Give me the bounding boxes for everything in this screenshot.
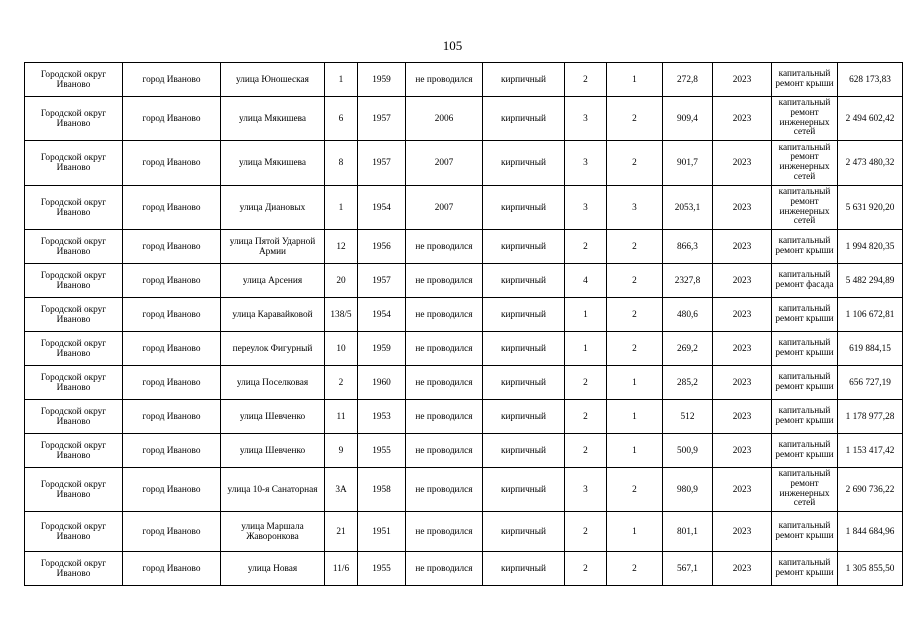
cell-area: 866,3 <box>663 230 713 264</box>
cell-floors: 2 <box>565 552 607 586</box>
cell-plan-year: 2023 <box>713 468 772 512</box>
cell-year-built: 1954 <box>358 298 406 332</box>
cell-year-built: 1959 <box>358 63 406 97</box>
cell-work-type: капитальный ремонт инженерных сетей <box>772 141 838 186</box>
cell-entrances: 2 <box>607 141 663 186</box>
cell-cost: 1 178 977,28 <box>838 400 903 434</box>
table-row <box>25 512 903 552</box>
cell-house: 8 <box>325 141 358 186</box>
cell-area: 2327,8 <box>663 264 713 298</box>
cell-area: 2053,1 <box>663 186 713 230</box>
cell-work-type: капитальный ремонт крыши <box>772 434 838 468</box>
cell-street: улица Шевченко <box>221 400 325 434</box>
cell-street: улица Диановых <box>221 186 325 230</box>
cell-wall-material: кирпичный <box>483 186 565 230</box>
table-row <box>25 230 903 264</box>
cell-wall-material: кирпичный <box>483 366 565 400</box>
cell-plan-year: 2023 <box>713 141 772 186</box>
cell-district: Городской округ Иваново <box>25 332 123 366</box>
cell-floors: 2 <box>565 366 607 400</box>
cell-house: 3А <box>325 468 358 512</box>
cell-last-repair: не проводился <box>406 63 483 97</box>
cell-last-repair: не проводился <box>406 434 483 468</box>
cell-district: Городской округ Иваново <box>25 512 123 552</box>
cell-street: улица Маршала Жаворонкова <box>221 512 325 552</box>
cell-work-type: капитальный ремонт инженерных сетей <box>772 468 838 512</box>
cell-plan-year: 2023 <box>713 400 772 434</box>
cell-street: улица Поселковая <box>221 366 325 400</box>
cell-entrances: 2 <box>607 552 663 586</box>
cell-street: улица Новая <box>221 552 325 586</box>
cell-wall-material: кирпичный <box>483 468 565 512</box>
cell-wall-material: кирпичный <box>483 97 565 141</box>
cell-plan-year: 2023 <box>713 434 772 468</box>
cell-entrances: 2 <box>607 97 663 141</box>
cell-work-type: капитальный ремонт крыши <box>772 63 838 97</box>
cell-street: переулок Фигурный <box>221 332 325 366</box>
cell-work-type: капитальный ремонт крыши <box>772 298 838 332</box>
cell-year-built: 1957 <box>358 97 406 141</box>
cell-work-type: капитальный ремонт инженерных сетей <box>772 186 838 230</box>
cell-floors: 2 <box>565 512 607 552</box>
table-row <box>25 400 903 434</box>
cell-house: 6 <box>325 97 358 141</box>
cell-work-type: капитальный ремонт крыши <box>772 366 838 400</box>
cell-cost: 2 494 602,42 <box>838 97 903 141</box>
cell-area: 512 <box>663 400 713 434</box>
cell-work-type: капитальный ремонт крыши <box>772 400 838 434</box>
cell-cost: 656 727,19 <box>838 366 903 400</box>
cell-street: улица Шевченко <box>221 434 325 468</box>
cell-district: Городской округ Иваново <box>25 63 123 97</box>
cell-last-repair: не проводился <box>406 400 483 434</box>
cell-plan-year: 2023 <box>713 512 772 552</box>
cell-entrances: 2 <box>607 468 663 512</box>
cell-house: 12 <box>325 230 358 264</box>
cell-city: город Иваново <box>123 400 221 434</box>
table-row <box>25 186 903 230</box>
cell-area: 272,8 <box>663 63 713 97</box>
table-row <box>25 63 903 97</box>
cell-year-built: 1955 <box>358 434 406 468</box>
cell-cost: 2 690 736,22 <box>838 468 903 512</box>
cell-city: город Иваново <box>123 141 221 186</box>
table-body <box>25 63 903 586</box>
cell-wall-material: кирпичный <box>483 332 565 366</box>
cell-last-repair: не проводился <box>406 512 483 552</box>
cell-plan-year: 2023 <box>713 97 772 141</box>
cell-area: 285,2 <box>663 366 713 400</box>
cell-district: Городской округ Иваново <box>25 400 123 434</box>
repair-program-table <box>24 62 903 586</box>
cell-district: Городской округ Иваново <box>25 186 123 230</box>
table-row <box>25 434 903 468</box>
cell-house: 138/5 <box>325 298 358 332</box>
cell-last-repair: не проводился <box>406 230 483 264</box>
cell-area: 909,4 <box>663 97 713 141</box>
table-row <box>25 552 903 586</box>
cell-street: улица Пятой Ударной Армии <box>221 230 325 264</box>
cell-wall-material: кирпичный <box>483 400 565 434</box>
cell-area: 980,9 <box>663 468 713 512</box>
cell-wall-material: кирпичный <box>483 141 565 186</box>
cell-entrances: 1 <box>607 63 663 97</box>
cell-city: город Иваново <box>123 366 221 400</box>
cell-last-repair: 2007 <box>406 186 483 230</box>
cell-last-repair: 2007 <box>406 141 483 186</box>
cell-floors: 3 <box>565 468 607 512</box>
cell-district: Городской округ Иваново <box>25 552 123 586</box>
cell-entrances: 1 <box>607 434 663 468</box>
cell-year-built: 1953 <box>358 400 406 434</box>
cell-house: 2 <box>325 366 358 400</box>
cell-street: улица Арсения <box>221 264 325 298</box>
cell-city: город Иваново <box>123 230 221 264</box>
cell-floors: 3 <box>565 186 607 230</box>
cell-cost: 1 844 684,96 <box>838 512 903 552</box>
cell-area: 901,7 <box>663 141 713 186</box>
table-row <box>25 332 903 366</box>
cell-district: Городской округ Иваново <box>25 366 123 400</box>
cell-cost: 1 153 417,42 <box>838 434 903 468</box>
cell-year-built: 1959 <box>358 332 406 366</box>
cell-house: 21 <box>325 512 358 552</box>
cell-entrances: 2 <box>607 230 663 264</box>
cell-cost: 1 305 855,50 <box>838 552 903 586</box>
cell-city: город Иваново <box>123 552 221 586</box>
cell-house: 1 <box>325 63 358 97</box>
cell-plan-year: 2023 <box>713 366 772 400</box>
cell-wall-material: кирпичный <box>483 264 565 298</box>
cell-area: 480,6 <box>663 298 713 332</box>
cell-street: улица Мякишева <box>221 97 325 141</box>
cell-work-type: капитальный ремонт крыши <box>772 512 838 552</box>
cell-plan-year: 2023 <box>713 186 772 230</box>
cell-last-repair: не проводился <box>406 298 483 332</box>
cell-area: 269,2 <box>663 332 713 366</box>
table-row <box>25 366 903 400</box>
cell-cost: 5 482 294,89 <box>838 264 903 298</box>
cell-work-type: капитальный ремонт крыши <box>772 230 838 264</box>
table-row <box>25 468 903 512</box>
cell-floors: 1 <box>565 332 607 366</box>
cell-area: 801,1 <box>663 512 713 552</box>
cell-year-built: 1954 <box>358 186 406 230</box>
table-row <box>25 141 903 186</box>
cell-year-built: 1957 <box>358 141 406 186</box>
cell-last-repair: не проводился <box>406 468 483 512</box>
cell-year-built: 1955 <box>358 552 406 586</box>
cell-street: улица Каравайковой <box>221 298 325 332</box>
cell-district: Городской округ Иваново <box>25 468 123 512</box>
cell-city: город Иваново <box>123 468 221 512</box>
table-row <box>25 97 903 141</box>
cell-entrances: 2 <box>607 298 663 332</box>
cell-entrances: 1 <box>607 366 663 400</box>
cell-year-built: 1960 <box>358 366 406 400</box>
cell-entrances: 2 <box>607 264 663 298</box>
cell-entrances: 1 <box>607 400 663 434</box>
cell-entrances: 1 <box>607 512 663 552</box>
cell-wall-material: кирпичный <box>483 298 565 332</box>
cell-last-repair: 2006 <box>406 97 483 141</box>
cell-year-built: 1956 <box>358 230 406 264</box>
cell-house: 20 <box>325 264 358 298</box>
cell-floors: 3 <box>565 141 607 186</box>
cell-floors: 2 <box>565 400 607 434</box>
cell-cost: 5 631 920,20 <box>838 186 903 230</box>
cell-cost: 2 473 480,32 <box>838 141 903 186</box>
cell-plan-year: 2023 <box>713 298 772 332</box>
cell-floors: 2 <box>565 63 607 97</box>
cell-district: Городской округ Иваново <box>25 264 123 298</box>
cell-plan-year: 2023 <box>713 264 772 298</box>
cell-house: 11 <box>325 400 358 434</box>
cell-city: город Иваново <box>123 264 221 298</box>
cell-house: 9 <box>325 434 358 468</box>
cell-year-built: 1958 <box>358 468 406 512</box>
cell-work-type: капитальный ремонт крыши <box>772 332 838 366</box>
cell-wall-material: кирпичный <box>483 512 565 552</box>
cell-entrances: 2 <box>607 332 663 366</box>
cell-last-repair: не проводился <box>406 332 483 366</box>
cell-cost: 628 173,83 <box>838 63 903 97</box>
cell-floors: 2 <box>565 230 607 264</box>
table-row <box>25 298 903 332</box>
cell-city: город Иваново <box>123 512 221 552</box>
cell-plan-year: 2023 <box>713 230 772 264</box>
table-row <box>25 264 903 298</box>
cell-work-type: капитальный ремонт инженерных сетей <box>772 97 838 141</box>
cell-house: 10 <box>325 332 358 366</box>
cell-wall-material: кирпичный <box>483 63 565 97</box>
cell-year-built: 1957 <box>358 264 406 298</box>
cell-area: 500,9 <box>663 434 713 468</box>
cell-entrances: 3 <box>607 186 663 230</box>
cell-street: улица Мякишева <box>221 141 325 186</box>
cell-city: город Иваново <box>123 298 221 332</box>
cell-street: улица 10-я Санаторная <box>221 468 325 512</box>
cell-city: город Иваново <box>123 186 221 230</box>
cell-district: Городской округ Иваново <box>25 141 123 186</box>
cell-wall-material: кирпичный <box>483 434 565 468</box>
cell-city: город Иваново <box>123 97 221 141</box>
cell-street: улица Юношеская <box>221 63 325 97</box>
cell-district: Городской округ Иваново <box>25 434 123 468</box>
cell-area: 567,1 <box>663 552 713 586</box>
cell-cost: 1 106 672,81 <box>838 298 903 332</box>
cell-last-repair: не проводился <box>406 552 483 586</box>
cell-work-type: капитальный ремонт крыши <box>772 552 838 586</box>
cell-year-built: 1951 <box>358 512 406 552</box>
cell-wall-material: кирпичный <box>483 552 565 586</box>
cell-city: город Иваново <box>123 332 221 366</box>
cell-house: 1 <box>325 186 358 230</box>
cell-work-type: капитальный ремонт фасада <box>772 264 838 298</box>
page-number: 105 <box>442 38 463 53</box>
cell-cost: 619 884,15 <box>838 332 903 366</box>
cell-house: 11/6 <box>325 552 358 586</box>
cell-floors: 2 <box>565 434 607 468</box>
cell-district: Городской округ Иваново <box>25 230 123 264</box>
cell-wall-material: кирпичный <box>483 230 565 264</box>
cell-floors: 4 <box>565 264 607 298</box>
cell-district: Городской округ Иваново <box>25 97 123 141</box>
cell-floors: 1 <box>565 298 607 332</box>
cell-plan-year: 2023 <box>713 332 772 366</box>
cell-floors: 3 <box>565 97 607 141</box>
cell-city: город Иваново <box>123 434 221 468</box>
cell-city: город Иваново <box>123 63 221 97</box>
cell-plan-year: 2023 <box>713 63 772 97</box>
cell-district: Городской округ Иваново <box>25 298 123 332</box>
cell-last-repair: не проводился <box>406 366 483 400</box>
cell-cost: 1 994 820,35 <box>838 230 903 264</box>
cell-last-repair: не проводился <box>406 264 483 298</box>
cell-plan-year: 2023 <box>713 552 772 586</box>
